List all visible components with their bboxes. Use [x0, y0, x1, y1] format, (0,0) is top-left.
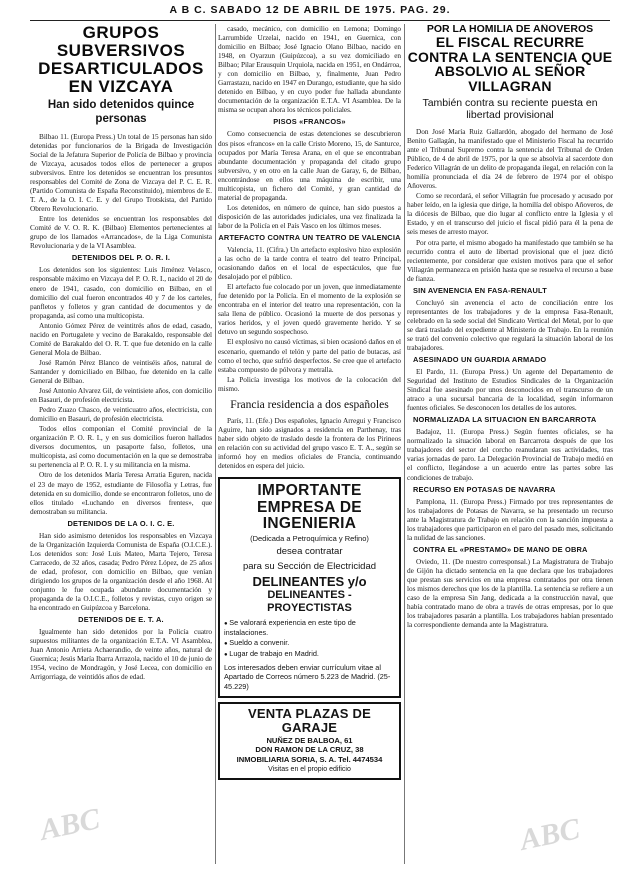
ad-garaje-visits: Visitas en el propio edificio [268, 766, 351, 774]
subhead-avenencia: SIN AVENENCIA EN FASA-RENAULT [413, 285, 547, 295]
article-paragraph: El Pardo, 11. (Europa Press.) Un agente del Departamento de Seguridad del Instituto de Estudios Sindicales de la Organización Sindical fue asesinado por unos desconocidos en el transcurso de un atraco a una sucursal bancaria de la localidad, según informaron fuentes oficiales. Se desconocen los detalles de los autores. [407, 367, 613, 413]
subhead-marcha: NORMALIZADA LA SITUACION EN BARCARROTA [413, 415, 597, 425]
article-paragraph: La Policía investiga los motivos de la colocación del mismo. [218, 374, 401, 393]
ad-ingenieria [218, 477, 401, 698]
ad-garaje-title: VENTA PLAZAS DE GARAJE [248, 706, 371, 736]
right-headline: EL FISCAL RECURRE CONTRA LA SENTENCIA QUE ABSOLVIO AL SEÑOR VILLAGRAN [407, 34, 613, 95]
right-asesinado [407, 367, 613, 412]
article-paragraph: Valencia, 11. (Cifra.) Un artefacto explosivo hizo explosión a las ocho de la tarde contra el teatro del teatro Principal, ocasionando daños en el local de espectáculos, que fue desalojado por el público. [218, 244, 401, 282]
article-paragraph: Los detenidos son los siguientes: Luis Jiménez Velasco, responsable máximo en Vizcaya del P. O. R. I., nacido el 20 de enero de 1941, casado, con domicilio en Bilbao, en el domicilio del cual fueron encontrados 40 y 7 de los carteles, panfletos y folletos y gran cantidad de documentos y de propaganda, así como una multicopista. [30, 265, 212, 320]
article-paragraph: Antonio Gómez Pérez de veintitrés años de edad, casado, nacido en Portugalete y vecino de Barakaldo, responsable del Comité de Barakaldo del O. R. T. que fue detenido en la calle General Mola de Bilbao. [30, 320, 212, 357]
subhead-navarra: RECURSO EN POTASAS DE NAVARRA [413, 484, 556, 494]
abc-watermark: ABC [37, 802, 103, 847]
left-oice [30, 531, 212, 612]
ad-ingenieria-wants: desea contratar [276, 546, 343, 558]
article-paragraph: Como consecuencia de estas detenciones se descubrieron dos pisos «francos» en la calle Cristo Moreno, 15, de Santurce, ocupados por María Teresa Arana, en el que se encontraban abundante documentación y propaganda del citado grupo subversivo, y en otro en la calle Juan de Garay, 6, de Bilbao, encontrándose en ellos una máquina de escribir, una multicopista, un fichero del Comité, y gran cantidad de material de propaganda. [218, 129, 401, 202]
page-masthead: A B C. SABADO 12 DE ABRIL DE 1975. PAG. 29. [169, 4, 451, 16]
subhead-prestamo: CONTRA EL «PRESTAMO» DE MANO DE OBRA [413, 544, 588, 554]
article-paragraph: El artefacto fue colocado por un joven, que inmediatamente fue detenido por la Policía. En el momento de la explosión se encontraba en el interior del teatro una representación, con la sala llena de público. Ocasionó la muerte de dos personas y varios heridos, y el joven quedó gravemente herido. Y se detuvo un segundo sospechoso. [218, 282, 401, 337]
article-paragraph: Otro de los detenidos María Teresa Arratia Eguren, nacida el 23 de mayo de 1952, estudiante de Filosofía y Letras, fue detenida en su domicilio, donde se encontraron folletos, uno de ellos titulado «Luchando en diversos frentes», que demostraban su militancia. [30, 470, 212, 516]
subhead-pisos: PISOS «FRANCOS» [273, 117, 346, 127]
article-paragraph: Igualmente han sido detenidos por la Policía cuatro supuestos militantes de la organización E.T.A. VI Asamblea, Juan Antonio Arrieta Achaerandio, de veinte años, natural de Guernica; Jesús María Ibarra Arrazola, nacido el 10 de junio de 1954, vecino de Mondragón, y José Lecea, con domicilio en Arrigorriaga, de veintidós años de edad. [30, 627, 212, 682]
ad-bullet: ● Sueldo a convenir. [224, 638, 395, 649]
article-paragraph: Badajoz, 11. (Europa Press.) Según fuentes oficiales, se ha normalizado la situación laboral en Barcarrota después de que los trabajadores del sector del corcho reanudaran sus actividades, tras varias jornadas de paro. La Delegación Provincial de Trabajo medió en el conflicto, llegándose a un acuerdo entre las partes sobre las condiciones de trabajo. [407, 427, 613, 482]
mid-francia [218, 416, 401, 470]
subhead-asesinado: ASESINADO UN GUARDIA ARMADO [413, 355, 547, 365]
article-paragraph: Todos ellos componían el Comité provincial de la organización P. O. R. I., y en sus domicilios fueron hallados diversos documentos, un pasaporte falso, folletos, una multicopista, así como documentación en la que se demostraba su pertenencia al P. O. R. I. y su militancia en la misma. [30, 424, 212, 470]
mid-artefacto [218, 245, 401, 393]
ad-garaje-company: INMOBILIARIA SORIA, S. A. Tel. 4474534 [236, 755, 383, 765]
article-paragraph: casado, mecánico, con domicilio en Lemona; Domingo Larrumbide Urzelai, nacido en 1941, en Guernica, con domicilio en Bilbao; José Ignacio Olano Bilbao, nacido en 1948, en Oyarzun (Guipúzcoa), a su vez domiciliado en Bilbao; Pilar Erausquin Urquiola, nacida en 1951, en Ondárroa, y con domicilio en Bilbao, y, finalmente, Juan Pedro Garrastazu, nacido en 1947 en Durango, estudiante, que ha sido detenido en Bilbao, y en cuyo poder fue hallada abundante documentación de la organización E.T.A. VI Asamblea. De la misma se ocupan ahora los técnicos policiales. [218, 24, 401, 115]
header-rule [30, 20, 610, 21]
article-paragraph: Bilbao 11. (Europa Press.) Un total de 15 personas han sido detenidas por funcionarios de la Brigada de Investigación Social de la Jefatura Superior de Policía de Bilbao y provincia de Vizcaya, acusados todos ellos de pertenecer a grupos subversivos. Entre los detenidos se encuentran los presuntos responsables del Comité de Zona de Vizcaya del P. C. E. R. (Partido Comunista de España Reconstituido), miembros de E. T. A., de la O. I. C. E. y del Grupo Trotskista, del Partido Obrero Revolucionario. [30, 131, 212, 214]
ad-ingenieria-section: para su Sección de Electricidad [242, 560, 377, 572]
article-paragraph: José Ramón Pérez Blanco de veintiséis años, natural de Santander y domiciliado en Bilbao, fue detenido en la calle General de Bilbao. [30, 357, 212, 385]
article-paragraph: Pamplona, 11. (Europa Press.) Firmado por tres representantes de los trabajadores de Potasas de Navarra, se ha presentado un recurso ante la Magistratura de Trabajo en relación con la sanción impuesta a los trabajadores que participaron en el paro del pasado mes, solicitando la nulidad de las sanciones. [407, 496, 613, 542]
abc-watermark: ABC [517, 812, 583, 857]
mid-continuation [218, 24, 401, 114]
article-paragraph: Entre los detenidos se encuentran los responsables del Comité de V. O. R. K. (Bilbao) Elementos pertenecientes al grupo de los llamados «Arrancados», de la Liga Comunista Revolucionaria y de la VI Asamblea. [30, 214, 212, 251]
article-paragraph: Don José María Ruiz Gallardón, abogado del hermano de José Benito Gallagán, ha manifestado que el Ministerio Fiscal ha recurrido ante el Tribunal Supremo contra la sentencia del Tribunal de Orden Público, de 4 de abril de 1975, por la que se absolvía al sacerdote don Federico Villagrán de un delito de propaganda ilegal, en relación con la homilía pronunciada el día 24 de febrero de 1974 por el obispo Añoveros. [407, 126, 613, 191]
article-paragraph: José Antonio Alvarez Gil, de veintisiete años, con domicilio en Basauri, de profesión electricista. [30, 386, 212, 405]
subhead-eta: DETENIDOS DE E. T. A. [78, 615, 164, 625]
right-navarra [407, 497, 613, 542]
article-paragraph: Por otra parte, el mismo abogado ha manifestado que también se ha recurrido contra el auto de libertad provisional que el juez dictó recientemente, por considerar que existen motivos para que el señor Villagrán permanezca en prisión hasta que se resuelva el recurso a base de fianza. [407, 237, 613, 283]
ad-ingenieria-role2: DELINEANTES - PROYECTISTAS [267, 589, 352, 614]
left-eta [30, 627, 212, 681]
ad-garaje [218, 702, 401, 780]
left-headline: GRUPOS SUBVERSIVOS DESARTICULADOS EN VIZCAYA [38, 24, 204, 96]
ad-garaje-address1: NUÑEZ DE BALBOA, 61 [266, 735, 353, 745]
ad-ingenieria-contact: Los interesados deben enviar currículum vitae al Apartado de Correos número 5.223 de Madrid. (25-45.229) [224, 662, 391, 691]
column-middle [218, 24, 401, 868]
right-marcha [407, 427, 613, 481]
ad-bullet: ● Se valorará experiencia en este tipo de instalaciones. [224, 618, 395, 638]
subhead-pork: DETENIDOS DEL P. O. R. I. [71, 253, 171, 263]
column-rule-1 [215, 24, 216, 864]
ad-ingenieria-role1: DELINEANTES y/o [252, 574, 367, 590]
ad-bullet: ● Lugar de trabajo en Madrid. [224, 649, 395, 660]
article-paragraph: Pedro Zuazo Chasco, de veinticuatro años, electricista, con domicilio en Basauri, de profesión electricista. [30, 405, 212, 424]
article-paragraph: Como se recordará, el señor Villagrán fue procesado y acusado por haber leído, en la iglesia que dirige, la homilía del obispo Añoveros, de la diócesis de Bilbao, que dio lugar al conflicto entre la Iglesia y el Estado, y en el transcurso del juicio el fiscal pidió para él la pena de seis meses de arresto mayor. [407, 191, 613, 237]
right-prestamo [407, 557, 613, 629]
article-paragraph: Oviedo, 11. (De nuestro corresponsal.) La Magistratura de Trabajo de Gijón ha dictado sentencia en la que declara que los trabajadores que prestan sus servicios en una empresa contratados por otra tienen los mismos derechos que los de la plantilla. La sentencia se refiere a un caso de la empresa Sin Jang, dedicada a la construcción naval, que había contratado mano de obra a través de otras empresas, por lo que los trabajadores pasarán a plantilla. Los trabajadores habían presentado la correspondiente demanda ante la Magistratura. [407, 556, 613, 630]
francia-headline: Francia residencia a dos españoles [230, 398, 389, 411]
right-kicker: POR LA HOMILIA DE AÑOVEROS [426, 24, 594, 35]
article-paragraph: Han sido asimismo detenidos los responsables en Vizcaya de la Organización Izquierda Comunista de España (O.I.C.E.). Los detenidos son: José Luis Mateo, Marta Tejero, Teresa Carracedo, de 32 años, casada; Pedro Pérez López, de 25 años de edad, profesor, con domicilio en Bilbao, que venían dirigiendo los grupos de la organización desde el año 1968. Al conjunto le fue ocupada abundante documentación y propaganda de la O.I.C.E., folletos y revistas, cuyo origen se ha encontrado en Guipúzcoa y Barcelona. [30, 530, 212, 613]
left-intro [30, 132, 212, 251]
subhead-oice: DETENIDOS DE LA O. I. C. E. [67, 518, 175, 528]
article-paragraph: Los detenidos, en número de quince, han sido puestos a disposición de las autoridades judiciales, una vez finalizada la labor de la Policía en el País Vasco en los últimos meses. [218, 202, 401, 230]
column-right [407, 24, 613, 868]
column-left [30, 24, 212, 868]
right-deck: También contra su reciente puesta en libertad provisional [422, 96, 598, 122]
article-paragraph: París, 11. (Efe.) Dos españoles, Ignacio Arregui y Francisco Aguirre, han sido asignados a residencia en Parthenay, tras haber sido objeto de traslado desde la frontera de los Pirineos en relación con su actividad del grupo vasco E. T. A., según se informó hoy en medios oficiales de Francia, continuando detenidos en espera del juicio. [218, 415, 401, 471]
article-paragraph: El explosivo no causó víctimas, si bien ocasionó daños en el escenario, quemando el telón y parte del patio de butacas, así como el techo, que sufrió desperfectos. Se cree que el artefacto estaba compuesto de pólvora y metralla. [218, 337, 401, 374]
ad-ingenieria-bullets [224, 618, 395, 660]
subhead-artefacto: ARTEFACTO CONTRA UN TEATRO DE VALENCIA [218, 232, 401, 242]
right-avenencia [407, 298, 613, 352]
ad-garaje-address2: DON RAMON DE LA CRUZ, 38 [255, 745, 364, 755]
left-pork [30, 265, 212, 515]
ad-ingenieria-subtitle: (Dedicada a Petroquímica y Refino) [250, 534, 369, 544]
column-rule-2 [404, 24, 405, 864]
ad-ingenieria-title: IMPORTANTE EMPRESA DE INGENIERIA [257, 482, 362, 532]
mid-pisos [218, 129, 401, 230]
left-deck: Han sido detenidos quince personas [47, 99, 195, 125]
right-intro [407, 127, 613, 283]
article-paragraph: Concluyó sin avenencia el acto de conciliación entre los representantes de los trabajadores y de la empresa Fasa-Renault, celebrado en la sede social del Sindicato Vertical del Metal, por lo que se dará traslado del expediente al Ministerio de Trabajo. En la reunión se trató del convenio colectivo que regulará la situación laboral de los trabajadores. [407, 297, 613, 352]
